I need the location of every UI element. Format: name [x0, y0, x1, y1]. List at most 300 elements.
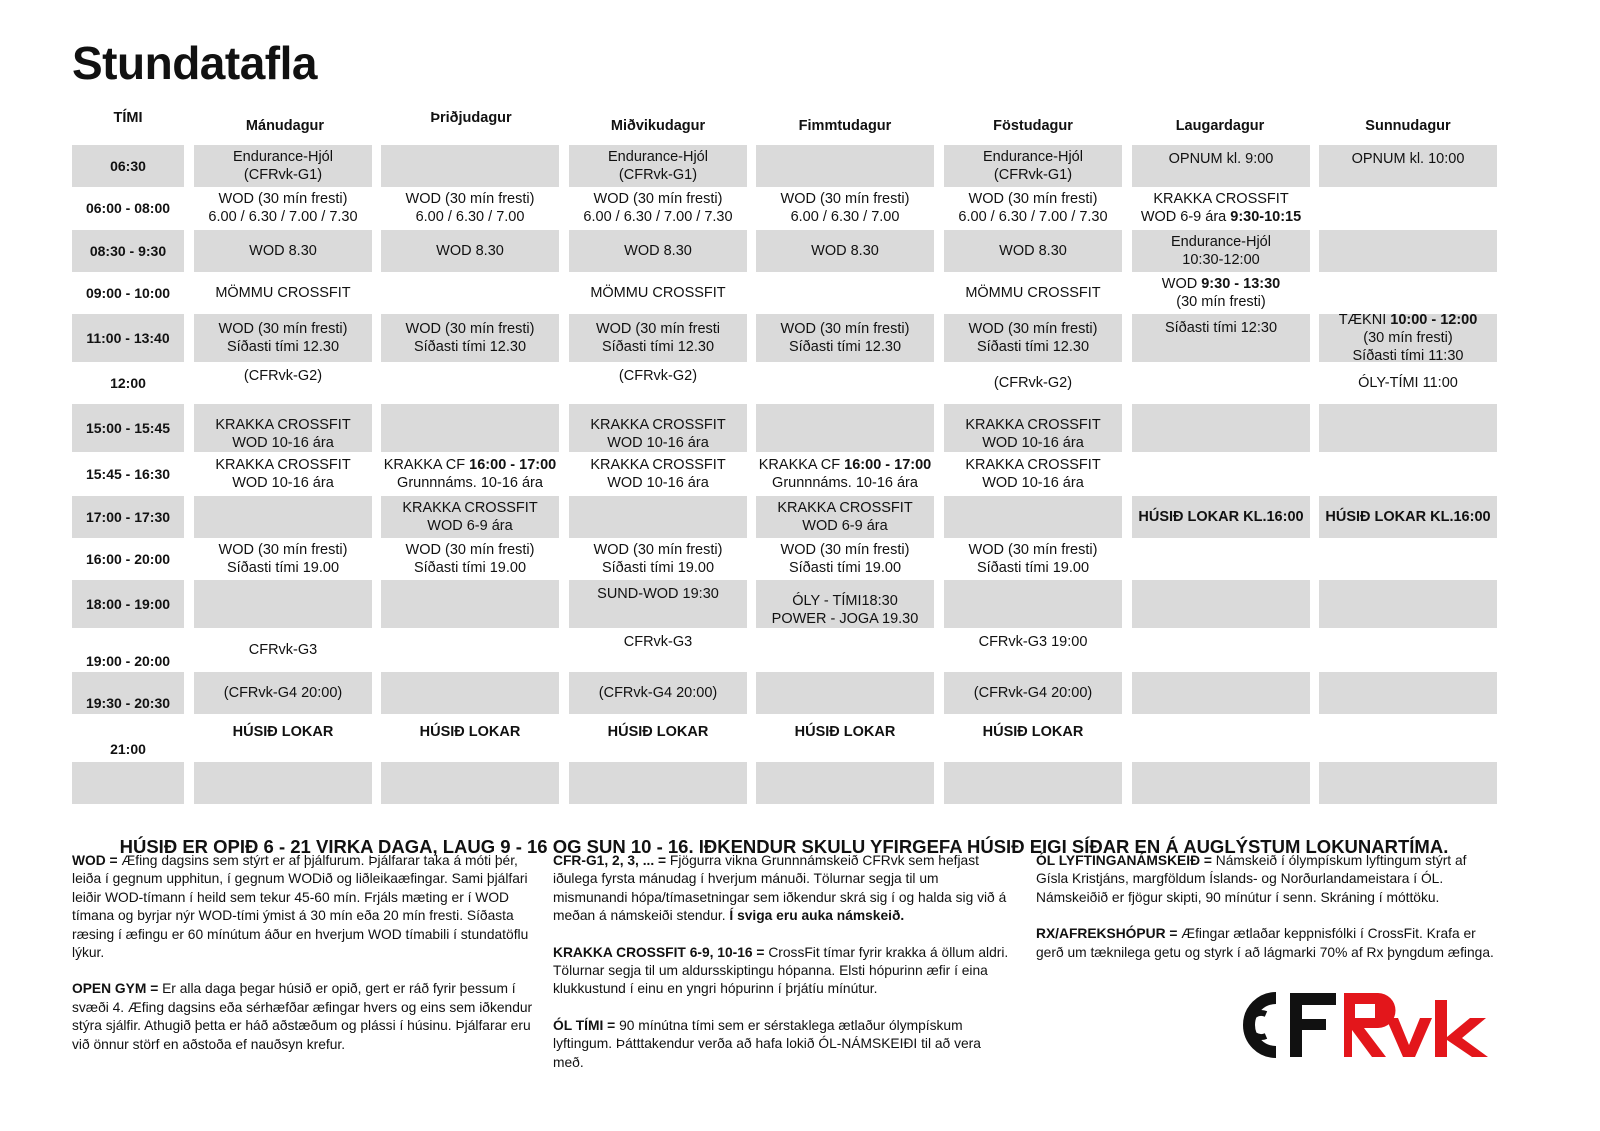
schedule-cell — [569, 362, 747, 404]
time-label: 21:00 — [110, 741, 146, 757]
cell-text-part: WOD (30 mín fresti) — [968, 321, 1098, 337]
cell-text-part: Endurance-Hjól — [983, 149, 1083, 165]
time-label: 16:00 - 20:00 — [85, 551, 171, 567]
legend-cfr: CFR-G1, 2, 3, ... = Fjögurra vikna Grunnnámskeið CFRvk sem hefjast iðulega fyrsta mánudag í hverjum mánuði. Tölurnar segja til um mismunandi hópa/tímasetningar sem iðkendur skrá sig í og halda sig við á meðan á námskeiði stendur. Í sviga eru auka námskeið. — [553, 853, 1007, 924]
cell-text — [619, 367, 697, 385]
cell-text-part: MÖMMU CROSSFIT — [590, 285, 726, 301]
schedule-cell — [944, 145, 1122, 187]
cell-text — [1363, 329, 1452, 347]
time-slot — [72, 145, 184, 187]
schedule-cell — [381, 362, 559, 404]
cell-text — [608, 723, 709, 741]
cell-text-part: 10:30-12:00 — [1182, 252, 1260, 268]
cell-text-part: WOD (30 mín fresti) — [405, 321, 535, 337]
cell-text — [772, 610, 919, 628]
schedule-cell — [1319, 718, 1497, 762]
cell-text-part: KRAKKA CROSSFIT — [215, 417, 351, 433]
schedule-cell — [381, 145, 559, 187]
cell-text-part: (CFRvk-G4 20:00) — [973, 685, 1093, 701]
schedule-cell — [381, 452, 559, 496]
cell-time-bold: 16:00 - 17:00 — [844, 457, 932, 473]
schedule-cell — [1132, 404, 1310, 452]
cell-text — [983, 723, 1084, 741]
cell-text-part: POWER - JOGA 19.30 — [771, 611, 919, 627]
time-label: 18:00 - 19:00 — [85, 596, 171, 612]
cell-text-part: 6.00 / 6.30 / 7.00 / 7.30 — [208, 209, 358, 225]
schedule-cell — [381, 628, 559, 672]
cell-text-part: HÚSIÐ LOKAR — [607, 724, 709, 740]
cell-text — [384, 456, 556, 474]
schedule-cell — [1132, 314, 1310, 362]
schedule-cell — [381, 580, 559, 628]
schedule-cell — [1132, 452, 1310, 496]
cell-text-part: (CFRvk-G4 20:00) — [598, 685, 718, 701]
schedule-cell — [944, 404, 1122, 452]
cell-time-bold: 9:30-10:15 — [1230, 209, 1302, 225]
schedule-cell — [756, 404, 934, 452]
cell-text-part: 6.00 / 6.30 / 7.00 — [415, 209, 525, 225]
time-slot — [72, 452, 184, 496]
cell-text-part: WOD (30 mín fresti) — [968, 542, 1098, 558]
schedule-cell — [381, 718, 559, 762]
cell-text — [590, 456, 725, 474]
cell-text-part: OPNUM kl. 9:00 — [1168, 151, 1274, 167]
cell-text — [244, 166, 322, 184]
schedule-cell — [569, 272, 747, 314]
cell-text — [227, 338, 339, 356]
cell-text-part: HÚSIÐ LOKAR — [982, 724, 1084, 740]
cell-text — [1352, 150, 1465, 168]
schedule-cell — [569, 580, 747, 628]
cell-text-part: Síðasti tími 11:30 — [1352, 348, 1464, 362]
schedule-cell — [194, 272, 372, 314]
schedule-cell — [569, 452, 747, 496]
cell-text — [420, 723, 521, 741]
cell-text-part: Síðasti tími 12.30 — [976, 339, 1090, 355]
time-slot — [72, 404, 184, 452]
schedule-cell — [1319, 762, 1497, 804]
schedule-cell — [194, 362, 372, 404]
cell-text-part: Endurance-Hjól — [233, 149, 333, 165]
schedule-cell — [381, 762, 559, 804]
schedule-cell — [569, 762, 747, 804]
cell-text — [224, 684, 342, 702]
schedule-cell — [944, 580, 1122, 628]
cell-text-part: Síðasti tími 12.30 — [226, 339, 340, 355]
schedule-cell — [756, 718, 934, 762]
schedule-cell — [756, 580, 934, 628]
schedule-cell — [1319, 580, 1497, 628]
cell-text — [219, 541, 348, 559]
cell-text-part: ÓLY - TÍMI18:30 — [792, 593, 898, 609]
cell-text — [590, 284, 725, 302]
cell-text — [406, 320, 535, 338]
cell-text-part: WOD 8.30 — [436, 243, 504, 259]
cell-text-part: KRAKKA CROSSFIT — [590, 417, 726, 433]
cell-text-part: Síðasti tími 12.30 — [601, 339, 715, 355]
cell-text-part: KRAKKA CROSSFIT — [590, 457, 726, 473]
schedule-cell — [194, 230, 372, 272]
cell-text-part: MÖMMU CROSSFIT — [215, 285, 351, 301]
cell-text — [974, 684, 1092, 702]
schedule-cell — [569, 230, 747, 272]
cell-text — [406, 541, 535, 559]
cell-text — [416, 208, 525, 226]
cell-text — [1182, 251, 1259, 269]
cell-text-part: WOD 10-16 ára — [982, 475, 1084, 491]
cell-text-part: (CFRvk-G2) — [993, 375, 1073, 391]
cell-text — [977, 559, 1089, 577]
cell-text-part: WOD (30 mín fresti) — [968, 191, 1098, 207]
schedule-cell — [381, 314, 559, 362]
column-header-day: Föstudagur — [993, 118, 1073, 134]
cell-text — [969, 190, 1098, 208]
time-label: 11:00 - 13:40 — [86, 330, 170, 346]
schedule-cell — [569, 314, 747, 362]
cell-text-part: Endurance-Hjól — [608, 149, 708, 165]
schedule-cell — [1319, 496, 1497, 538]
schedule-cell — [381, 230, 559, 272]
cell-text-part: WOD 8.30 — [999, 243, 1067, 259]
schedule-cell — [756, 187, 934, 229]
cell-text-part: Síðasti tími 19.00 — [413, 560, 527, 576]
schedule-cell — [381, 496, 559, 538]
cell-text — [1141, 208, 1301, 226]
cell-text — [1358, 374, 1458, 392]
schedule-cell — [569, 672, 747, 714]
schedule-cell — [756, 452, 934, 496]
column-header-day: Miðvikudagur — [610, 118, 706, 134]
schedule-cell — [1319, 187, 1497, 229]
cell-text-part: WOD (30 mín fresti) — [405, 191, 535, 207]
cell-text — [624, 633, 692, 651]
schedule-cell — [1132, 362, 1310, 404]
cell-text — [249, 641, 317, 659]
column-header-day: Þriðjudagur — [430, 110, 512, 126]
cell-text-part: WOD (30 mín fresti — [595, 321, 721, 337]
cell-text — [759, 456, 931, 474]
cell-text — [802, 517, 887, 535]
schedule-cell — [1132, 187, 1310, 229]
cell-text-part: 6.00 / 6.30 / 7.00 / 7.30 — [958, 209, 1108, 225]
cell-text-part: WOD (30 mín fresti) — [218, 542, 348, 558]
cell-text-part: ÓLY-TÍMI 11:00 — [1358, 375, 1458, 391]
cell-text-part: (CFRvk-G1) — [243, 167, 323, 183]
cell-text — [1176, 293, 1265, 311]
legend-ol-time: ÓL TÍMI = 90 mínútna tími sem er sérstaklega ætlaður ólympískum lyftingum. Þátttakendur verða að hafa lokið ÓL-NÁMSKEIÐI til að vera með. — [553, 1017, 981, 1070]
schedule-cell — [1319, 538, 1497, 580]
schedule-cell — [756, 762, 934, 804]
cell-text-part: KRAKKA CROSSFIT — [402, 500, 538, 516]
cell-text-part: WOD (30 mín fresti) — [218, 191, 348, 207]
cell-text-part: Grunnnáms. 10-16 ára — [397, 475, 543, 491]
cell-text — [777, 499, 912, 517]
cell-text-part: WOD (30 mín fresti) — [218, 321, 348, 337]
time-slot — [72, 314, 184, 362]
time-slot — [72, 272, 184, 314]
cell-text — [624, 242, 692, 260]
cell-text — [219, 190, 348, 208]
cell-text — [232, 474, 334, 492]
time-slot — [72, 496, 184, 538]
cell-text-part: (CFRvk-G4 20:00) — [223, 685, 343, 701]
time-label: 09:00 - 10:00 — [85, 285, 171, 301]
schedule-cell — [944, 672, 1122, 714]
time-label: 06:00 - 08:00 — [85, 200, 171, 216]
cell-text — [1165, 319, 1277, 337]
schedule-cell — [194, 145, 372, 187]
cell-text-part: (CFRvk-G2) — [243, 368, 323, 384]
schedule-cell — [194, 452, 372, 496]
schedule-cell — [756, 314, 934, 362]
cell-text — [599, 684, 717, 702]
schedule-cell — [944, 762, 1122, 804]
cell-text — [811, 242, 879, 260]
column-header-day: Fimmtudagur — [798, 118, 892, 134]
schedule-cell — [1319, 272, 1497, 314]
cell-text — [781, 190, 910, 208]
column-header-day: Sunnudagur — [1365, 118, 1451, 134]
cell-text — [994, 166, 1072, 184]
cell-text — [789, 338, 901, 356]
cell-text — [977, 338, 1089, 356]
time-label: 19:30 - 20:30 — [85, 695, 171, 711]
schedule-cell — [194, 538, 372, 580]
schedule-cell — [569, 187, 747, 229]
cell-text-part: WOD (30 mín fresti) — [593, 191, 723, 207]
legend-ol-course: ÓL LYFTINGANÁMSKEIÐ = Námskeið í ólympískum lyftingum stýrt af Gísla Kristjáns, margföldum Íslands- og Norðurlandameistara í ÓL. Námskeiðið er fjögur skipti, 90 mínútur í senn. Skráning í móttöku. — [1036, 853, 1467, 905]
cell-text — [597, 585, 719, 603]
cell-text — [1325, 508, 1490, 526]
time-label: 17:00 - 17:30 — [85, 509, 171, 525]
schedule-cell — [194, 580, 372, 628]
schedule-cell — [194, 718, 372, 762]
cell-text — [602, 559, 714, 577]
schedule-cell — [1319, 362, 1497, 404]
cell-time-bold: 10:00 - 12:00 — [1390, 314, 1478, 328]
cell-text-part: WOD 6-9 ára — [802, 518, 888, 534]
schedule-cell — [194, 628, 372, 672]
cell-text — [982, 434, 1084, 452]
cell-text — [999, 242, 1067, 260]
schedule-cell — [1132, 145, 1310, 187]
cell-text-part: (CFRvk-G1) — [993, 167, 1073, 183]
cell-text-part: Síðasti tími 12.30 — [788, 339, 902, 355]
cell-text — [994, 374, 1072, 392]
cfrvk-logo — [1228, 990, 1498, 1060]
cell-text — [792, 592, 898, 610]
time-label: 06:30 — [110, 158, 146, 174]
cell-text — [1169, 150, 1274, 168]
cell-text-part: OPNUM kl. 10:00 — [1351, 151, 1465, 167]
cell-text-part: Síðasti tími 12.30 — [413, 339, 527, 355]
schedule-cell — [569, 718, 747, 762]
cell-text — [781, 541, 910, 559]
schedule-cell — [944, 314, 1122, 362]
cell-text — [602, 338, 714, 356]
schedule-cell — [194, 672, 372, 714]
cell-text — [607, 434, 709, 452]
cell-text-part: HÚSIÐ LOKAR KL.16:00 — [1138, 509, 1304, 525]
time-label: 08:30 - 9:30 — [89, 243, 167, 259]
schedule-cell — [194, 762, 372, 804]
schedule-cell — [944, 362, 1122, 404]
cell-text-part: WOD (30 mín fresti) — [593, 542, 723, 558]
cell-text-part: WOD — [1161, 276, 1202, 292]
schedule-cell — [381, 538, 559, 580]
schedule-cell — [756, 672, 934, 714]
cell-text — [594, 541, 723, 559]
column-header-time: TÍMI — [113, 110, 143, 126]
cell-text-part: CFRvk-G3 19:00 — [978, 634, 1088, 650]
cell-text — [979, 633, 1088, 651]
cell-text — [772, 474, 918, 492]
schedule-cell — [381, 404, 559, 452]
schedule-cell — [381, 272, 559, 314]
schedule-cell — [1132, 718, 1310, 762]
cell-text — [983, 148, 1083, 166]
cell-text-part: WOD 10-16 ára — [607, 435, 709, 451]
cell-text — [781, 320, 910, 338]
cell-text — [215, 416, 350, 434]
cell-text — [1171, 233, 1271, 251]
cell-text — [1353, 347, 1464, 362]
cell-text-part: WOD (30 mín fresti) — [780, 191, 910, 207]
cell-text-part: Síðasti tími 19.00 — [788, 560, 902, 576]
schedule-cell — [1319, 672, 1497, 714]
schedule-cell — [569, 404, 747, 452]
time-label: 15:00 - 15:45 — [85, 420, 171, 436]
cell-text — [1162, 275, 1280, 293]
cell-text-part: WOD 6-9 ára — [1140, 209, 1231, 225]
cell-text — [414, 338, 526, 356]
cell-text — [969, 320, 1098, 338]
cell-text-part: WOD 6-9 ára — [427, 518, 513, 534]
schedule-cell — [381, 187, 559, 229]
cell-text-part: KRAKKA CF — [383, 457, 470, 473]
schedule-cell — [756, 628, 934, 672]
schedule-cell — [194, 404, 372, 452]
schedule-cell — [756, 362, 934, 404]
cell-text — [607, 474, 709, 492]
legend-column-1 — [72, 852, 534, 1072]
schedule-cell — [1319, 404, 1497, 452]
cell-text — [219, 320, 348, 338]
schedule-cell — [381, 672, 559, 714]
cell-text-part: KRAKKA CROSSFIT — [965, 417, 1101, 433]
cell-text-part: CFRvk-G3 — [248, 642, 318, 658]
time-label: 15:45 - 16:30 — [85, 466, 171, 482]
legend-open-gym: OPEN GYM = Er alla daga þegar húsið er opið, gert er ráð fyrir þessum í svæði 4. Æfing dagsins eða sérhæfðar æfingar hvers og eins sem iðkendur stýra sjálfir. Athugið þetta er háð aðstæðum og plássi í húsinu. Þjálfarar eru við önnur störf en aðstoða ef nauðsyn krefur. — [72, 981, 533, 1052]
cell-text — [233, 723, 334, 741]
cell-text-part: KRAKKA CROSSFIT — [777, 500, 913, 516]
legend-column-2 — [553, 852, 1015, 1090]
time-slot — [72, 580, 184, 628]
logo-mark — [1249, 993, 1488, 1057]
cell-text — [215, 284, 350, 302]
cell-text-part: HÚSIÐ LOKAR KL.16:00 — [1325, 509, 1491, 525]
cell-text-part: WOD 8.30 — [811, 243, 879, 259]
schedule-cell — [194, 187, 372, 229]
time-label: 12:00 — [110, 375, 146, 391]
schedule-cell — [1132, 628, 1310, 672]
cell-text — [982, 474, 1084, 492]
time-slot — [72, 718, 184, 762]
schedule-cell — [1132, 538, 1310, 580]
cell-text — [969, 541, 1098, 559]
cell-text-part: WOD 10-16 ára — [982, 435, 1084, 451]
time-slot — [72, 762, 184, 804]
opening-hours-banner: HÚSIÐ ER OPIÐ 6 - 21 VIRKA DAGA, LAUG 9 - 16 OG SUN 10 - 16. IÐKENDUR SKULU YFIRGEFA HÚSIÐ EIGI SÍÐAR EN Á AUGLÝSTUM LOKUNARTÍMA. — [119, 836, 1449, 857]
time-slot — [72, 230, 184, 272]
time-slot — [72, 672, 184, 714]
cell-text — [233, 148, 333, 166]
schedule-cell — [944, 272, 1122, 314]
legend-column-3 — [1036, 852, 1498, 980]
schedule-cell — [756, 145, 934, 187]
schedule-cell — [1132, 230, 1310, 272]
column-header-day: Laugardagur — [1175, 118, 1265, 134]
cell-text — [608, 148, 708, 166]
time-slot — [72, 187, 184, 229]
cell-text-part: Síðasti tími 19.00 — [226, 560, 340, 576]
cell-text — [397, 474, 543, 492]
cell-text-part: WOD 10-16 ára — [232, 435, 334, 451]
cell-text-part: CFRvk-G3 — [623, 634, 693, 650]
schedule-cell — [944, 538, 1122, 580]
cell-text — [208, 208, 357, 226]
schedule-cell — [756, 496, 934, 538]
time-slot — [72, 628, 184, 672]
cell-text-part: 6.00 / 6.30 / 7.00 — [790, 209, 900, 225]
cell-text-part: 6.00 / 6.30 / 7.00 / 7.30 — [583, 209, 733, 225]
schedule-cell — [1132, 272, 1310, 314]
cell-text-part: WOD 10-16 ára — [232, 475, 334, 491]
cell-text — [596, 320, 720, 338]
cell-text-part: Endurance-Hjól — [1171, 234, 1271, 250]
schedule-cell — [569, 496, 747, 538]
schedule-cell — [1132, 496, 1310, 538]
cell-text — [965, 284, 1100, 302]
cell-text — [958, 208, 1107, 226]
cell-text-part: TÆKNI — [1338, 314, 1391, 328]
schedule-cell — [944, 496, 1122, 538]
page-title: Stundatafla — [72, 37, 317, 89]
cell-text-part: SUND-WOD 19:30 — [597, 586, 719, 602]
schedule-cell — [944, 230, 1122, 272]
cell-text — [791, 208, 900, 226]
schedule-cell — [569, 538, 747, 580]
schedule-cell — [1319, 628, 1497, 672]
schedule-cell — [1319, 452, 1497, 496]
cell-text-part: KRAKKA CF — [758, 457, 845, 473]
cell-text — [590, 416, 725, 434]
cell-text-part: (30 mín fresti) — [1176, 294, 1266, 310]
schedule-cell — [756, 272, 934, 314]
schedule-cell — [1132, 580, 1310, 628]
cell-text-part: HÚSIÐ LOKAR — [794, 724, 896, 740]
schedule-cell — [944, 452, 1122, 496]
cell-text — [414, 559, 526, 577]
cell-text-part: KRAKKA CROSSFIT — [215, 457, 351, 473]
cell-text-part: (30 mín fresti) — [1363, 330, 1453, 346]
cell-text-part: KRAKKA CROSSFIT — [965, 457, 1101, 473]
schedule-cell — [756, 230, 934, 272]
schedule-cell — [194, 314, 372, 362]
cell-text — [789, 559, 901, 577]
column-header-day: Mánudagur — [245, 118, 325, 134]
cell-text — [227, 559, 339, 577]
